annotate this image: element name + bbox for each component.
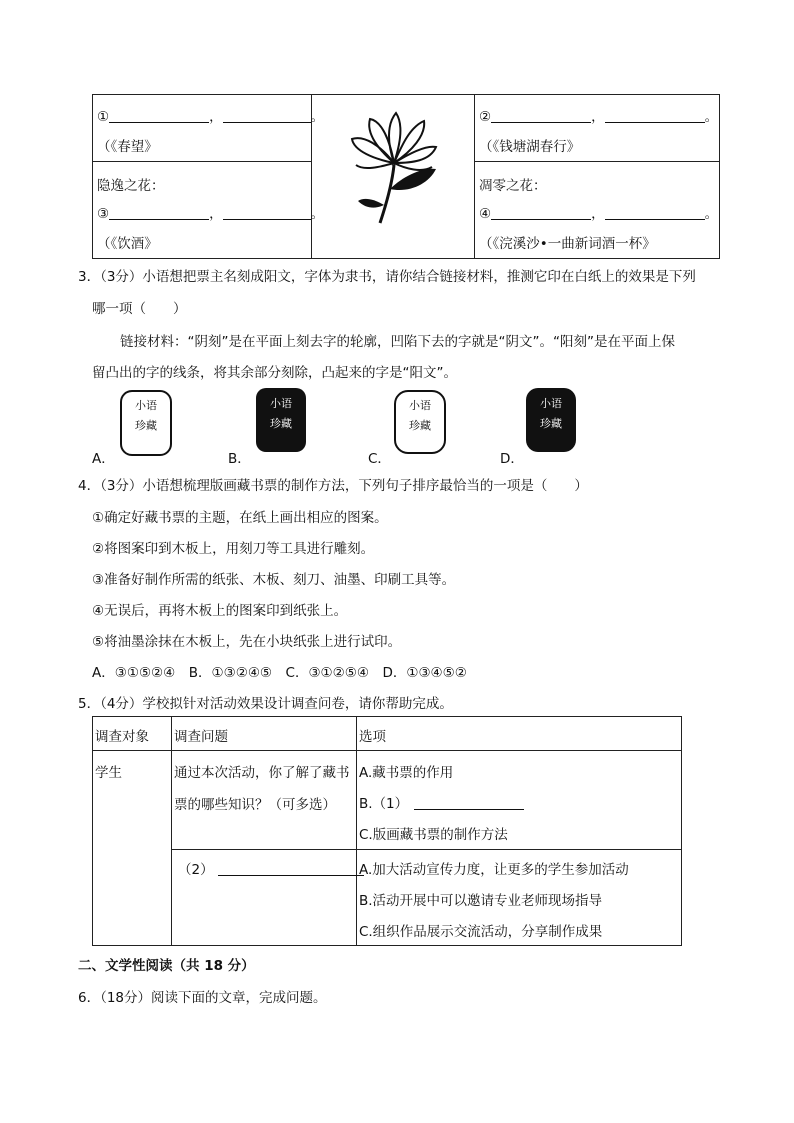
q3-material-line1: 链接材料：“阴刻”是在平面上刻去字的轮廓，凹陷下去的字就是“阴文”。“阳刻”是在平面上保 (120, 334, 675, 350)
cell-withered-flower (475, 162, 720, 259)
source-chunwang: （《春望》 (97, 139, 158, 155)
header-options: 选项 (357, 717, 682, 751)
flower-poem-table (92, 94, 720, 259)
source-huanxisha: （《浣溪沙•一曲新词酒一杯》 (479, 236, 656, 252)
question-2 (172, 849, 357, 945)
seal-d-line1: 小语 (540, 397, 562, 410)
q3-option-c-label[interactable]: C． (368, 451, 391, 467)
q4-sentence-1: ①确定好藏书票的主题，在纸上画出相应的图案。 (92, 510, 388, 526)
hermit-flower-label: 隐逸之花： (97, 178, 165, 194)
q3-stem-line2: 哪一项（ ） (92, 301, 187, 317)
q3-option-d-label[interactable]: D． (500, 451, 524, 467)
seal-b-line1: 小语 (270, 397, 292, 410)
seal-a-line1: 小语 (135, 399, 157, 412)
q4-sentence-2: ②将图案印到木板上，用刻刀等工具进行雕刻。 (92, 541, 375, 557)
source-yinjiu: （《饮酒》 (97, 236, 158, 252)
q6-stem: 6．（18分）阅读下面的文章，完成问题。 (78, 990, 327, 1006)
q4-sentence-4: ④无误后，再将木板上的图案印到纸张上。 (92, 603, 348, 619)
q3-option-b-seal[interactable] (256, 388, 306, 452)
q4-options[interactable]: A．③①⑤②④ B．①③②④⑤ C．③①②⑤④ D．①③④⑤② (92, 665, 467, 681)
section-2-heading: 二、文学性阅读（共 18 分） (78, 958, 255, 974)
question-2-options: A.加大活动宣传力度，让更多的学生参加活动 B.活动开展中可以邀请专业老师现场指导 C.组织作品展示交流活动，分享制作成果 (357, 849, 682, 945)
q3-option-c-seal[interactable] (394, 390, 446, 454)
q3-material-line2: 留凸出的字的线条，将其余部分刻除，凸起来的字是“阳文”。 (92, 365, 457, 381)
q4-sentence-3: ③准备好制作所需的纸张、木板、刻刀、油墨、印刷工具等。 (92, 572, 456, 588)
question-1: 通过本次活动，你了解了藏书 票的哪些知识？（可多选） (172, 751, 357, 849)
header-question: 调查问题 (172, 717, 357, 751)
blank-2: ② ， 。 (479, 109, 719, 125)
header-target: 调查对象 (93, 717, 172, 751)
q4-sentence-5: ⑤将油墨涂抹在木板上，先在小块纸张上进行试印。 (92, 634, 402, 650)
q3-option-b-label[interactable]: B． (228, 451, 251, 467)
blank-4: ④ ， 。 (479, 206, 719, 222)
target-students: 学生 (93, 751, 172, 946)
flower-icon (344, 105, 442, 227)
seal-a-line2: 珍藏 (135, 419, 157, 432)
q4-stem: 4．（3分）小语想梳理版画藏书票的制作方法，下列句子排序最恰当的一项是（ ） (78, 478, 588, 494)
survey-table (92, 716, 682, 946)
seal-b-line2: 珍藏 (270, 417, 292, 430)
q5-blank-1[interactable]: B.（1） (359, 792, 524, 812)
blank-1: ① ， 。 (97, 109, 325, 125)
q3-stem-line1: 3．（3分）小语想把票主名刻成阳文，字体为隶书，请你结合链接材料，推测它印在白纸上的效果是下列 (78, 269, 696, 285)
cell-spring-flower (93, 95, 325, 162)
seal-d-line2: 珍藏 (540, 417, 562, 430)
question-1-options: A.藏书票的作用 B.（1） C.版画藏书票的制作方法 (357, 751, 682, 849)
withered-flower-label: 凋零之花： (479, 178, 547, 194)
seal-c-line2: 珍藏 (409, 419, 431, 432)
blank-3: ③ ， 。 (97, 206, 325, 222)
cell-spring-flower-2 (475, 95, 720, 162)
cell-hermit-flower (93, 162, 325, 259)
q3-option-d-seal[interactable] (526, 388, 576, 452)
flower-image-cell (312, 95, 475, 259)
q5-blank-2[interactable]: （2） (178, 858, 364, 878)
q3-option-a-label[interactable]: A． (92, 451, 115, 467)
q3-option-a-seal[interactable] (120, 390, 172, 456)
source-qiantang: （《钱塘湖春行》 (479, 139, 581, 155)
q5-stem: 5．（4分）学校拟针对活动效果设计调查问卷，请你帮助完成。 (78, 696, 453, 712)
seal-c-line1: 小语 (409, 399, 431, 412)
